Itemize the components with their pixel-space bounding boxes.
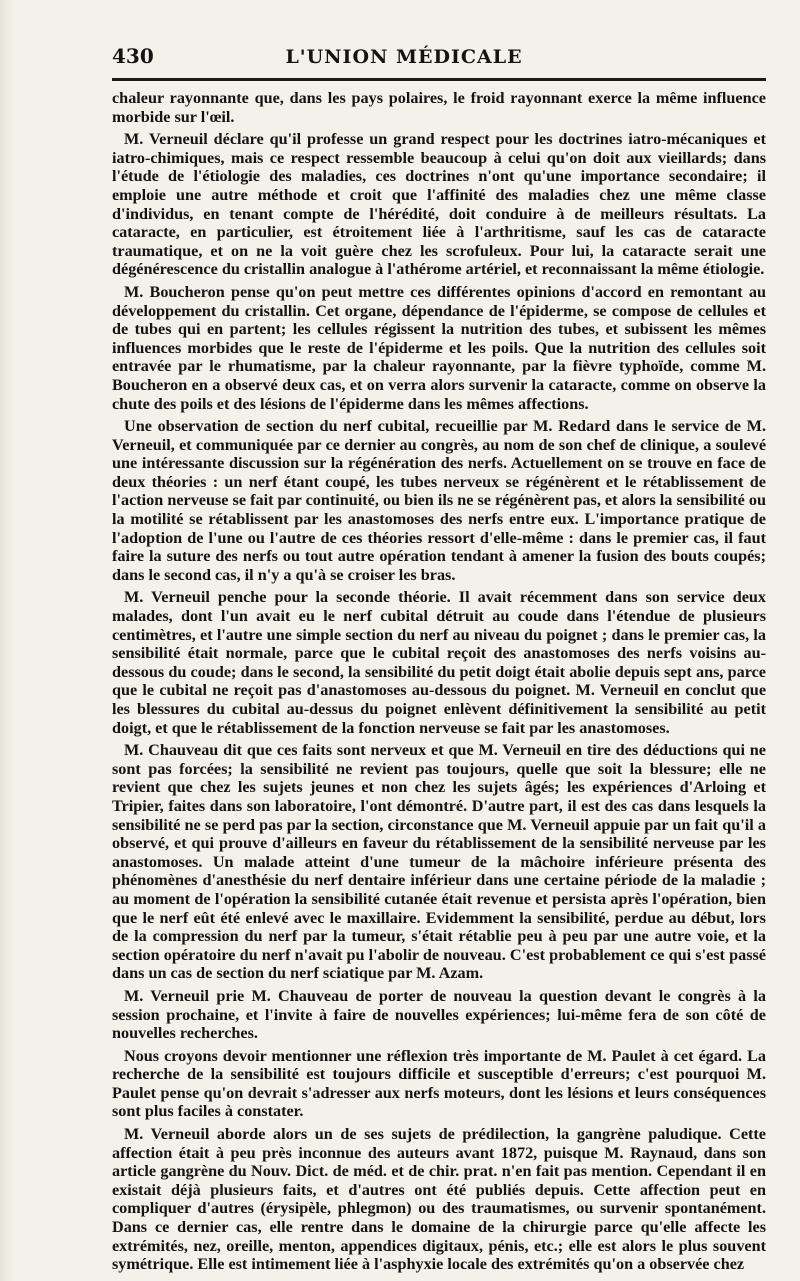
paragraph: Une observation de section du nerf cubital, recueillie par M. Redard dans le service de M. Verneuil, et communiquée par ce dernier au congrès, au nom de son chef de clinique, a soulevé une intéressante discussion sur la régénération des nerfs. Actuellement on se trouve en face de deux théories : un nerf étant coupé, les tubes nerveux se régénèrent et le rétablissement de l'action nerveuse se fait par continuité, ou bien ils ne se régénèrent pas, et alors la sensibilité ou la motilité se rétablissent par les anastomoses des nerfs entre eux. L'importance pratique de l'adoption de l'une ou l'autre de ces théories ressort d'elle-même : dans le premier cas, il faut faire la suture des nerfs ou tout autre opération tendant à amener la fusion des bouts coupés; dans le second cas, il n'y a qu'à se croiser les bras. [112, 417, 766, 584]
paragraph: M. Verneuil aborde alors un de ses sujets de prédilection, la gangrène paludique. Cette affection était à peu près inconnue des auteurs avant 1872, puisque M. Raynaud, dans son article gangrène du Nouv. Dict. de méd. et de chir. prat. n'en fait pas mention. Cependant il en existait déjà plusieurs faits, et d'autres ont été publiés depuis. Cette affection peut en compliquer d'autres (érysipèle, phlegmon) ou des traumatismes, ou survenir spontanément. Dans ce dernier cas, elle rentre dans le domaine de la chirurgie parce qu'elle affecte les extrémités, nez, oreille, menton, appendices digitaux, pénis, etc.; elle est alors le plus souvent symétrique. Elle est intimement liée à l'asphyxie locale des extrémités qu'on a observée chez [112, 1125, 766, 1274]
article-body [112, 89, 766, 1274]
header-rule [112, 78, 766, 81]
paragraph: M. Verneuil prie M. Chauveau de porter de nouveau la question devant le congrès à la session prochaine, et l'invite à faire de nouvelles expériences; lui-même fera de son côté de nouvelles recherches. [112, 986, 766, 1043]
paragraph: M. Boucheron pense qu'on peut mettre ces différentes opinions d'accord en remontant au développement du cristallin. Cet organe, dépendance de l'épiderme, se compose de cellules et de tubes qui en partent; les cellules régissent la nutrition des tubes, et subissent les mêmes influences morbides que le reste de l'épiderme et les poils. Que la nutrition des cellules soit entravée par le rhumatisme, par la chaleur rayonnante, par la fièvre typhoïde, comme M. Boucheron en a observé deux cas, et on verra alors survenir la cataracte, comme on observe la chute des poils et des lésions de l'épiderme dans les mêmes affections. [112, 282, 766, 413]
paragraph: M. Chauveau dit que ces faits sont nerveux et que M. Verneuil en tire des déductions qui ne sont pas forcées; la sensibilité ne revient pas toujours, quelle que soit la blessure; elle ne revient que chez les sujets jeunes et non chez les sujets âgés; les expériences d'Arloing et Tripier, faites dans son laboratoire, l'ont démontré. D'autre part, il est des cas dans lesquels la sensibilité ne se perd pas par la section, circonstance que M. Verneuil appuie par un fait qu'il a observé, et qui prouve d'ailleurs en faveur du rétablissement de la sensibilité nerveuse par les anastomoses. Un malade atteint d'une tumeur de la mâchoire inférieure présenta des phénomènes d'anesthésie du nerf dentaire inférieur dans une certaine période de la maladie ; au moment de l'opération la sensibilité cutanée était revenue et persista après l'opération, bien que le nerf eût été enlevé avec le maxillaire. Evidemment la sensibilité, perdue au début, lors de la compression du nerf par la tumeur, s'était rétablie peu à peu par une autre voie, et la section opératoire du nerf n'avait pu l'abolir de nouveau. C'est probablement ce qui s'est passé dans un cas de section du nerf sciatique par M. Azam. [112, 741, 766, 983]
paragraph: chaleur rayonnante que, dans les pays polaires, le froid rayonnant exerce la même influence morbide sur l'œil. [112, 89, 766, 126]
paragraph: M. Verneuil déclare qu'il professe un grand respect pour les doctrines iatro-mécaniques et iatro-chimiques, mais ce respect ressemble beaucoup à celui qu'on doit aux vieillards; dans l'étude de l'étiologie des maladies, ces doctrines n'ont qu'une importance secondaire; il emploie une autre méthode et croit que l'affinité des maladies chez une même classe d'individus, en tenant compte de l'hérédité, doit conduire à de meilleurs résultats. La cataracte, en particulier, est étroitement liée à l'arthritisme, sauf les cas de cataracte traumatique, et on ne la voit guère chez les scrofuleux. Pour lui, la cataracte serait une dégénérescence du cristallin analogue à l'athérome artériel, et reconnaissant la même étiologie. [112, 130, 766, 279]
running-head [112, 44, 766, 74]
page-number: 430 [112, 44, 154, 68]
page-gutter [0, 0, 14, 1281]
journal-title: L'UNION MÉDICALE [285, 46, 523, 68]
paragraph: M. Verneuil penche pour la seconde théorie. Il avait récemment dans son service deux malades, dont l'un avait eu le nerf cubital détruit au coude dans l'étendue de plusieurs centimètres, et l'autre une simple section du nerf au niveau du poignet ; dans le premier cas, la sensibilité était normale, parce que le cubital reçoit des anastomoses des nerfs voisins au-dessous du coude; dans le second, la sensibilité du petit doigt était abolie depuis sept ans, parce que le cubital ne reçoit pas d'anastomoses au-dessous du poignet. M. Verneuil en conclut que les blessures du cubital au-dessus du poignet enlèvent définitivement la sensibilité au petit doigt, et que le rétablissement de la fonction nerveuse se fait par les anastomoses. [112, 588, 766, 737]
paragraph: Nous croyons devoir mentionner une réflexion très importante de M. Paulet à cet égard. La recherche de la sensibilité est toujours difficile et susceptible d'erreurs; c'est pourquoi M. Paulet pense qu'on devrait s'adresser aux nerfs moteurs, dont les lésions et leurs conséquences sont plus faciles à constater. [112, 1046, 766, 1121]
